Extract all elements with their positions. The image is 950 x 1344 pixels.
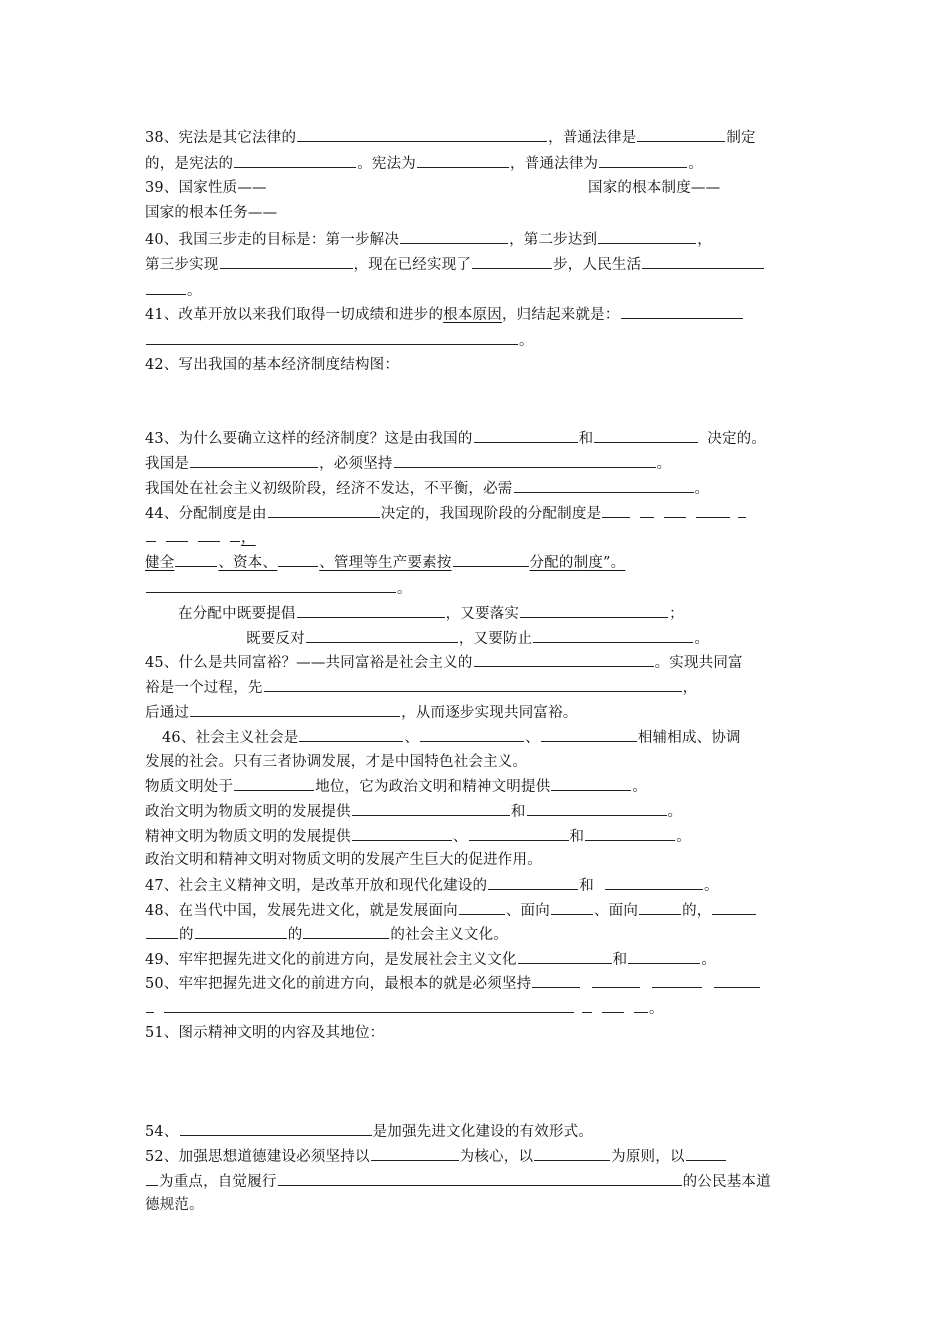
q43-text: 和 xyxy=(578,431,594,447)
q52-blank-2[interactable] xyxy=(534,1145,610,1161)
q49-text: 和 xyxy=(612,952,628,968)
q44-line-1 xyxy=(145,502,747,525)
q38-line-2 xyxy=(145,152,703,175)
q38-text: 制定 xyxy=(726,130,756,146)
q38-blank-2[interactable] xyxy=(637,126,725,142)
q54-blank-1[interactable] xyxy=(180,1120,372,1136)
q46-line-3 xyxy=(145,775,647,798)
q46-blank-9[interactable] xyxy=(469,825,569,841)
q49-text: 。 xyxy=(701,952,717,968)
q50-blank-2[interactable] xyxy=(592,972,640,988)
q46-text: 物质文明处于 xyxy=(145,779,234,795)
q45-text: ，从而逐步实现共同富裕。 xyxy=(401,705,578,721)
q46-text: 、 xyxy=(404,730,420,746)
q45-blank-2[interactable] xyxy=(264,676,682,692)
q44-blank-7[interactable] xyxy=(146,526,156,542)
q46-text: 和 xyxy=(569,829,585,845)
q40-blank-4[interactable] xyxy=(472,253,552,269)
q38-blank-1[interactable] xyxy=(297,126,547,142)
q44-blank-11[interactable] xyxy=(175,551,217,567)
q40-blank-1[interactable] xyxy=(400,228,508,244)
q39-national-nature: 39、国家性质—— xyxy=(145,180,267,196)
q39-fundamental-task: 国家的根本任务—— xyxy=(145,205,278,221)
q48-text: 、面向 xyxy=(593,903,639,919)
q40-line-3 xyxy=(145,279,202,302)
q40-blank-3[interactable] xyxy=(220,253,353,269)
q49-line-1 xyxy=(145,948,716,971)
q52-text: 德规范。 xyxy=(145,1197,204,1213)
q44-blank-12[interactable] xyxy=(278,551,318,567)
q39-line-1b xyxy=(588,177,720,199)
q45-text: 45、什么是共同富裕？——共同富裕是社会主义的 xyxy=(145,655,473,671)
q48-text: 的， xyxy=(682,903,712,919)
q46-blank-5[interactable] xyxy=(551,775,631,791)
q44-blank-1[interactable] xyxy=(268,502,380,518)
q46-line-6 xyxy=(145,849,542,871)
q44-text: 、资本、 xyxy=(218,555,278,571)
q41-line-1 xyxy=(145,303,744,326)
q48-blank-4[interactable] xyxy=(712,899,756,915)
q52-line-3 xyxy=(145,1194,204,1216)
q44-blank-3[interactable] xyxy=(640,502,654,518)
q45-text: 后通过 xyxy=(145,705,190,721)
q40-text: ， xyxy=(697,232,712,248)
q47-blank-2[interactable] xyxy=(605,874,703,890)
q46-blank-1[interactable] xyxy=(299,726,403,742)
q46-text: 精神文明为物质文明的发展提供 xyxy=(145,829,351,845)
q46-blank-7[interactable] xyxy=(527,800,667,816)
q45-line-3 xyxy=(145,701,578,724)
q44-blank-8[interactable] xyxy=(166,526,188,542)
q44-text: ，又要落实 xyxy=(445,606,520,622)
q44-blank-4[interactable] xyxy=(664,502,686,518)
q50-blank-5[interactable] xyxy=(146,997,154,1013)
q43-blank-3[interactable] xyxy=(190,452,318,468)
q52-text: 为原则，以 xyxy=(611,1149,685,1165)
q46-text: 发展的社会。只有三者协调发展，才是中国特色社会主义。 xyxy=(145,754,528,770)
q44-blank-10[interactable] xyxy=(230,526,240,542)
q38-blank-4[interactable] xyxy=(417,152,509,168)
q45-text: 裕是一个过程，先 xyxy=(145,680,263,696)
q44-text: ， xyxy=(241,530,256,546)
q43-line-1 xyxy=(145,427,766,450)
q38-blank-3[interactable] xyxy=(234,152,356,168)
q40-text: 步，人民生活 xyxy=(553,257,642,273)
q38-blank-5[interactable] xyxy=(599,152,687,168)
q44-text: 既要反对 xyxy=(246,631,305,647)
q40-line-1 xyxy=(145,228,712,251)
q46-line-2 xyxy=(145,751,527,773)
q46-text: 、 xyxy=(452,829,468,845)
q50-blank-9[interactable] xyxy=(634,997,648,1013)
q49-blank-2[interactable] xyxy=(628,948,700,964)
q44-text: 决定的，我国现阶段的分配制度是 xyxy=(380,506,602,522)
q44-text: 。 xyxy=(694,631,710,647)
q48-blank-2[interactable] xyxy=(551,899,593,915)
q38-text: ，普通法律为 xyxy=(510,156,599,172)
q44-text: ； xyxy=(669,606,684,622)
q44-blank-16[interactable] xyxy=(520,602,668,618)
q44-blank-9[interactable] xyxy=(198,526,220,542)
q43-text: 我国处在社会主义初级阶段，经济不发达，不平衡，必需 xyxy=(145,481,513,497)
q40-blank-5[interactable] xyxy=(642,253,764,269)
q46-text: 相辅相成、协调 xyxy=(637,730,741,746)
q44-line-6 xyxy=(246,627,709,650)
q39-line-1 xyxy=(145,177,267,199)
q45-line-2 xyxy=(145,676,697,699)
q46-text: 。 xyxy=(632,779,648,795)
q46-text: 、 xyxy=(525,730,540,746)
q50-blank-6[interactable] xyxy=(164,997,574,1013)
q47-text: 47、社会主义精神文明，是改革开放和现代化建设的 xyxy=(145,878,488,894)
q46-line-5 xyxy=(145,825,691,848)
q39-fundamental-system: 国家的根本制度—— xyxy=(588,180,721,196)
q42-line-1 xyxy=(145,354,399,376)
q46-text: 。 xyxy=(667,804,683,820)
q50-blank-4[interactable] xyxy=(714,972,760,988)
q46-text: 政治文明为物质文明的发展提供 xyxy=(145,804,351,820)
q41-text: 。 xyxy=(519,333,534,349)
q48-text: 48、在当代中国，发展先进文化，就是发展面向 xyxy=(145,903,458,919)
q44-line-2 xyxy=(145,526,256,549)
q52-blank-5[interactable] xyxy=(278,1170,682,1186)
q44-text: 在分配中既要提倡 xyxy=(178,606,296,622)
q46-text: 地位，它为政治文明和精神文明提供 xyxy=(315,779,551,795)
q39-line-2 xyxy=(145,202,277,224)
q52-text: 52、加强思想道德建设必须坚持以 xyxy=(145,1149,370,1165)
q38-text: 的，是宪法的 xyxy=(145,156,234,172)
q44-line-4 xyxy=(145,577,412,600)
q41-blank-1[interactable] xyxy=(621,303,743,319)
q45-blank-1[interactable] xyxy=(474,651,654,667)
q44-text: 。 xyxy=(397,581,412,597)
q47-text: 。 xyxy=(703,878,719,894)
q43-blank-5[interactable] xyxy=(514,477,694,493)
q48-line-2 xyxy=(145,923,508,946)
q44-text: ，又要防止 xyxy=(458,631,533,647)
q38-text: 。宪法为 xyxy=(357,156,417,172)
q43-line-2 xyxy=(145,452,671,475)
q48-blank-5[interactable] xyxy=(146,923,178,939)
q47-text: 和 xyxy=(579,878,594,894)
q46-blank-4[interactable] xyxy=(234,775,314,791)
q38-text: 。 xyxy=(688,156,703,172)
q48-blank-7[interactable] xyxy=(303,923,389,939)
q48-text: 的 xyxy=(287,927,303,943)
q46-line-4 xyxy=(145,800,682,823)
q50-line-2 xyxy=(145,997,664,1020)
q52-text: 为重点，自觉履行 xyxy=(159,1174,277,1190)
q44-blank-13[interactable] xyxy=(453,551,529,567)
q48-blank-3[interactable] xyxy=(639,899,681,915)
q41-line-2 xyxy=(145,329,534,352)
q40-text: 第三步实现 xyxy=(145,257,219,273)
q40-text: ，第二步达到 xyxy=(509,232,598,248)
q52-blank-1[interactable] xyxy=(371,1145,459,1161)
q40-text: 40、我国三步走的目标是：第一步解决 xyxy=(145,232,400,248)
q46-blank-8[interactable] xyxy=(352,825,452,841)
q40-blank-6[interactable] xyxy=(146,279,186,295)
q45-text: ， xyxy=(682,680,698,696)
q44-blank-6[interactable] xyxy=(738,502,746,518)
q43-text: 我国是 xyxy=(145,456,190,472)
q44-text: 健全 xyxy=(145,555,175,571)
q48-line-1 xyxy=(145,899,757,922)
q43-blank-4[interactable] xyxy=(394,452,656,468)
q41-text: 41、改革开放以来我们取得一切成绩和进步的 xyxy=(145,307,444,323)
q41-underlined-term: 根本原因 xyxy=(443,307,502,323)
q41-blank-2[interactable] xyxy=(146,329,518,345)
q43-text: 决定的。 xyxy=(707,431,767,447)
q44-blank-17[interactable] xyxy=(306,627,458,643)
q52-line-2 xyxy=(145,1170,771,1193)
q46-text: 46、社会主义社会是 xyxy=(162,730,299,746)
q46-text: 和 xyxy=(510,804,526,820)
q49-text: 49、牢牢把握先进文化的前进方向，是发展社会主义文化 xyxy=(145,952,517,968)
q44-text: 、管理等生产要素按 xyxy=(319,555,452,571)
q44-text: 44、分配制度是由 xyxy=(145,506,267,522)
q52-blank-4[interactable] xyxy=(146,1170,158,1186)
q51-line-1 xyxy=(145,1022,384,1044)
q47-line-1 xyxy=(145,874,719,897)
q40-blank-2[interactable] xyxy=(598,228,696,244)
q48-text: 、面向 xyxy=(505,903,550,919)
q44-line-5 xyxy=(178,602,684,625)
q54-text: 是加强先进文化建设的有效形式。 xyxy=(372,1124,594,1140)
q47-blank-1[interactable] xyxy=(488,874,578,890)
q46-blank-10[interactable] xyxy=(585,825,675,841)
q50-text: 50、牢牢把握先进文化的前进方向，最根本的就是必须坚持 xyxy=(145,976,532,992)
q43-text: 。 xyxy=(656,456,672,472)
q52-line-1 xyxy=(145,1145,727,1168)
q52-text: 为核心，以 xyxy=(459,1149,534,1165)
q50-text: 。 xyxy=(649,1001,664,1017)
q46-blank-6[interactable] xyxy=(352,800,510,816)
q45-text: 。实现共同富 xyxy=(654,655,743,671)
q38-line-1 xyxy=(145,126,756,149)
q45-blank-3[interactable] xyxy=(190,701,400,717)
q44-blank-5[interactable] xyxy=(696,502,730,518)
q48-text: 的社会主义文化。 xyxy=(390,927,509,943)
q44-blank-2[interactable] xyxy=(602,502,630,518)
q46-text: 政治文明和精神文明对物质文明的发展产生巨大的促进作用。 xyxy=(145,852,542,868)
q44-line-3 xyxy=(145,551,625,574)
q43-text: 。 xyxy=(694,481,710,497)
q43-text: ，必须坚持 xyxy=(319,456,393,472)
q49-blank-1[interactable] xyxy=(518,948,612,964)
q50-line-1 xyxy=(145,972,761,995)
q38-text: ，普通法律是 xyxy=(548,130,637,146)
q43-blank-2[interactable] xyxy=(594,427,698,443)
q48-blank-1[interactable] xyxy=(459,899,505,915)
q46-blank-3[interactable] xyxy=(541,726,637,742)
q46-line-1 xyxy=(162,726,741,749)
q51-text: 51、图示精神文明的内容及其地位： xyxy=(145,1025,385,1041)
q43-line-3 xyxy=(145,477,709,500)
q52-text: 的公民基本道 xyxy=(682,1174,771,1190)
q44-blank-18[interactable] xyxy=(533,627,693,643)
q54-text: 54、 xyxy=(145,1124,179,1140)
q50-blank-1[interactable] xyxy=(532,972,580,988)
q42-text: 42、写出我国的基本经济制度结构图： xyxy=(145,357,400,373)
q50-blank-8[interactable] xyxy=(602,997,624,1013)
q44-text: 分配的制度”。 xyxy=(529,555,626,571)
q50-blank-7[interactable] xyxy=(582,997,592,1013)
q40-text: ，现在已经实现了 xyxy=(353,257,472,273)
q44-blank-15[interactable] xyxy=(297,602,445,618)
q52-blank-3[interactable] xyxy=(686,1145,726,1161)
q41-text: ，归结起来就是： xyxy=(501,307,620,323)
q45-line-1 xyxy=(145,651,743,674)
q48-blank-6[interactable] xyxy=(195,923,287,939)
q44-blank-14[interactable] xyxy=(146,577,396,593)
q43-text: 43、为什么要确立这样的经济制度？这是由我国的 xyxy=(145,431,473,447)
q46-blank-2[interactable] xyxy=(420,726,524,742)
q50-blank-3[interactable] xyxy=(652,972,702,988)
q40-text: 。 xyxy=(187,283,202,299)
q43-blank-1[interactable] xyxy=(474,427,578,443)
q54-line-1 xyxy=(145,1120,593,1143)
q40-line-2 xyxy=(145,253,765,276)
q38-text: 38、宪法是其它法律的 xyxy=(145,130,297,146)
q46-text: 。 xyxy=(676,829,691,845)
q48-text: 的 xyxy=(179,927,194,943)
